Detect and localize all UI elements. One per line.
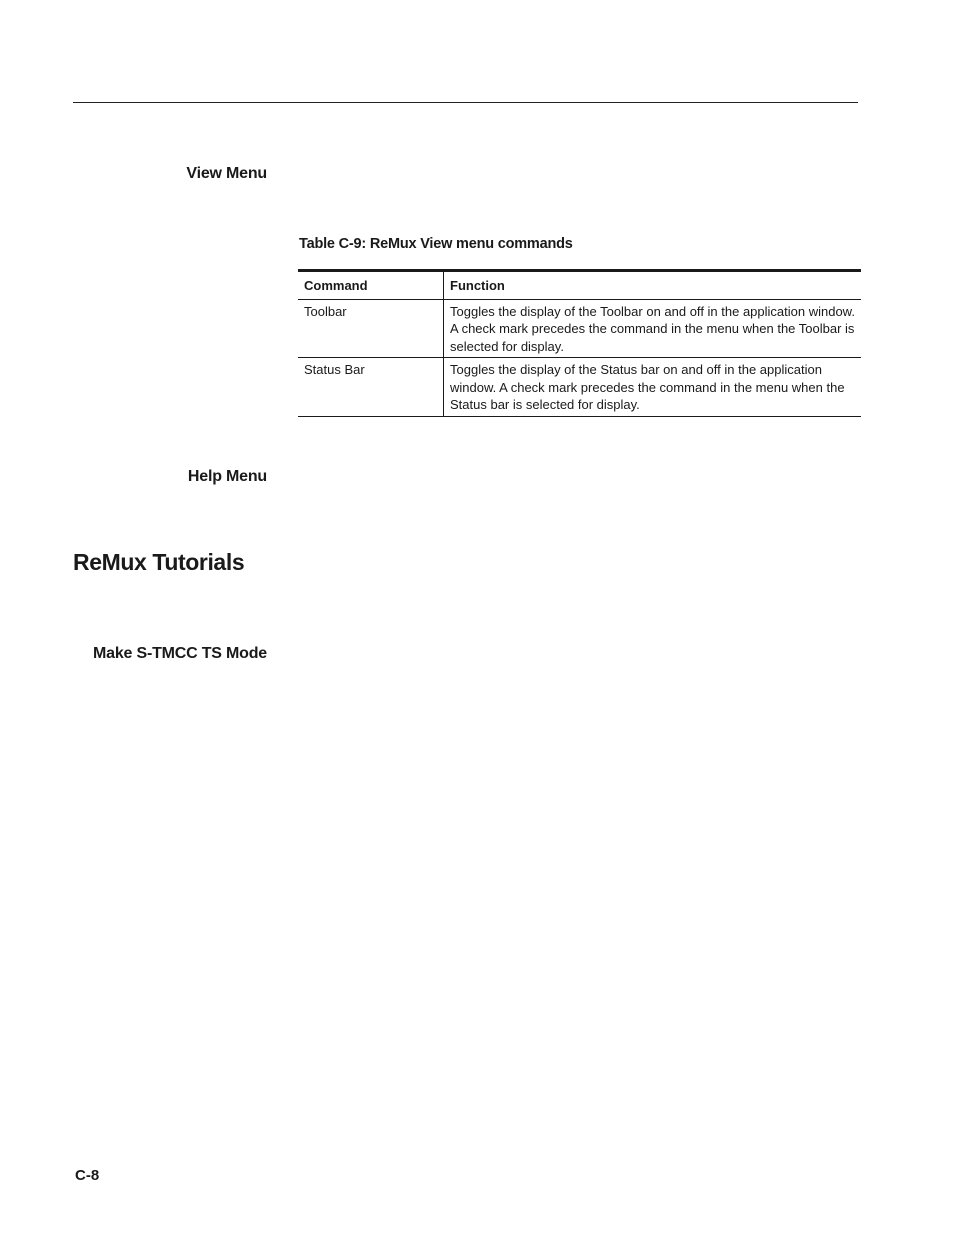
page-number: C-8 xyxy=(75,1167,100,1184)
table-header-row xyxy=(298,271,861,300)
function-cell: Toggles the display of the Toolbar on and off in the application window. A check mark precedes the command in the menu when the Toolbar is selected for display. xyxy=(450,303,855,354)
table-caption: Table C-9: ReMux View menu commands xyxy=(299,236,573,252)
column-header-command: Command xyxy=(298,271,444,300)
header-rule xyxy=(73,102,858,103)
column-header-function: Function xyxy=(450,278,505,293)
command-cell: Toolbar xyxy=(298,299,444,358)
section-title: ReMux Tutorials xyxy=(73,549,245,575)
view-menu-commands-table xyxy=(298,269,861,417)
table-row xyxy=(298,299,861,358)
view-menu-heading: View Menu xyxy=(186,165,267,182)
help-menu-heading: Help Menu xyxy=(187,468,267,485)
command-cell: Status Bar xyxy=(298,358,444,417)
stmcc-mode-heading: Make S-TMCC TS Mode xyxy=(93,645,267,662)
table-row xyxy=(298,358,861,417)
function-cell: Toggles the display of the Status bar on and off in the application window. A check mark precedes the command in the menu when the Status bar is selected for display. xyxy=(450,362,845,412)
